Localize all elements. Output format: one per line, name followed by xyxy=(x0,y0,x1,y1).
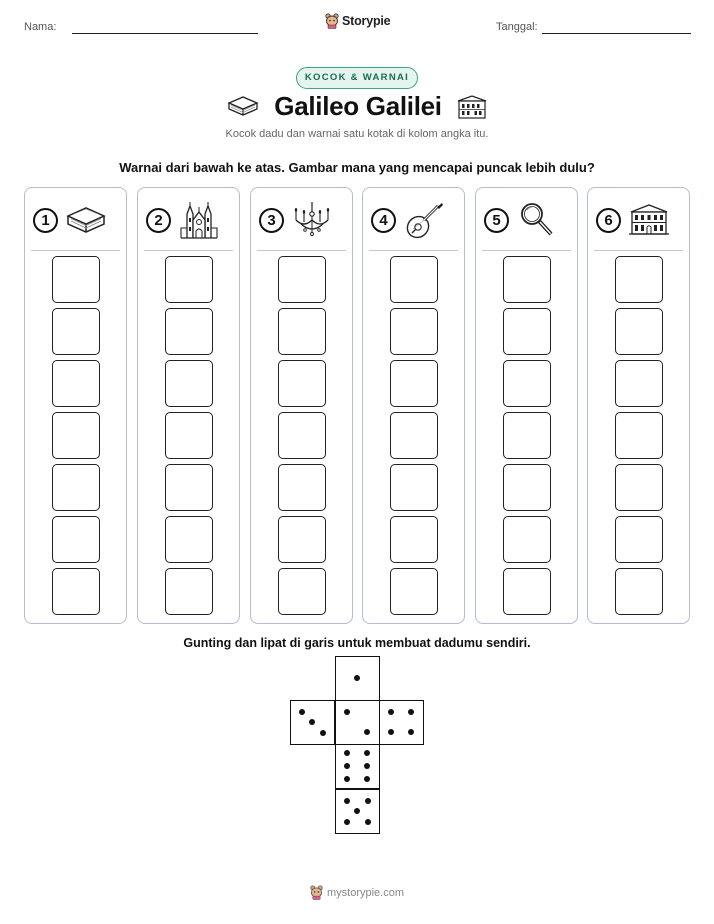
title-row xyxy=(0,91,714,122)
lute-icon xyxy=(402,200,446,240)
name-line[interactable] xyxy=(72,33,258,34)
color-cell[interactable] xyxy=(503,308,551,355)
color-cell[interactable] xyxy=(390,308,438,355)
book-icon xyxy=(64,200,108,240)
color-cell[interactable] xyxy=(615,360,663,407)
die-pip xyxy=(388,709,394,715)
die-pip xyxy=(354,808,360,814)
instruction-text: Warnai dari bawah ke atas. Gambar mana yang mencapai puncak lebih dulu? xyxy=(119,160,595,175)
color-cell[interactable] xyxy=(615,516,663,563)
column-divider xyxy=(594,250,683,251)
column-number: 4 xyxy=(371,208,396,233)
cell-stack xyxy=(588,256,689,615)
color-cell[interactable] xyxy=(278,568,326,615)
die-face-top xyxy=(335,656,380,701)
color-cell[interactable] xyxy=(390,516,438,563)
column-header xyxy=(146,198,231,242)
subtitle: Kocok dadu dan warnai satu kotak di kolom angka itu. xyxy=(225,128,489,140)
column-header xyxy=(484,198,569,242)
book-icon xyxy=(226,94,260,120)
color-cell[interactable] xyxy=(52,308,100,355)
magnifying-glass-icon xyxy=(515,200,559,240)
color-cell[interactable] xyxy=(615,256,663,303)
die-pip xyxy=(344,798,350,804)
die-pip xyxy=(299,709,305,715)
cell-stack xyxy=(138,256,239,615)
color-cell[interactable] xyxy=(278,360,326,407)
die-face-left xyxy=(290,700,335,745)
column-1 xyxy=(24,187,127,624)
color-cell[interactable] xyxy=(390,256,438,303)
column-header xyxy=(596,198,681,242)
color-cell[interactable] xyxy=(503,412,551,459)
die-pip xyxy=(364,729,370,735)
color-cell[interactable] xyxy=(390,464,438,511)
palazzo-icon xyxy=(456,94,488,120)
column-number: 3 xyxy=(259,208,284,233)
color-cell[interactable] xyxy=(165,568,213,615)
column-divider xyxy=(144,250,233,251)
footer xyxy=(0,885,714,900)
column-4 xyxy=(362,187,465,624)
die-pip xyxy=(408,729,414,735)
footer-url[interactable]: mystorypie.com xyxy=(326,886,405,899)
die-pip xyxy=(365,798,371,804)
die-pip xyxy=(364,763,370,769)
color-cell[interactable] xyxy=(503,568,551,615)
color-cell[interactable] xyxy=(503,360,551,407)
color-cell[interactable] xyxy=(52,256,100,303)
column-header xyxy=(259,198,344,242)
column-divider xyxy=(482,250,571,251)
color-cell[interactable] xyxy=(390,568,438,615)
die-pip xyxy=(344,709,350,715)
die-pip xyxy=(354,675,360,681)
column-2 xyxy=(137,187,240,624)
die-pip xyxy=(344,763,350,769)
brand-logo xyxy=(325,13,390,29)
color-cell[interactable] xyxy=(278,256,326,303)
palazzo-icon xyxy=(627,200,671,240)
color-cell[interactable] xyxy=(615,464,663,511)
cathedral-icon xyxy=(177,200,221,240)
column-6 xyxy=(587,187,690,624)
color-cell[interactable] xyxy=(165,256,213,303)
cell-stack xyxy=(476,256,577,615)
column-number: 6 xyxy=(596,208,621,233)
die-pip xyxy=(309,719,315,725)
cell-stack xyxy=(251,256,352,615)
color-cell[interactable] xyxy=(52,464,100,511)
date-label: Tanggal: xyxy=(496,21,538,33)
column-number: 5 xyxy=(484,208,509,233)
color-cell[interactable] xyxy=(278,464,326,511)
color-cell[interactable] xyxy=(615,308,663,355)
color-cell[interactable] xyxy=(52,568,100,615)
cell-stack xyxy=(363,256,464,615)
die-pip xyxy=(364,750,370,756)
die-pip xyxy=(344,750,350,756)
column-3 xyxy=(250,187,353,624)
column-5 xyxy=(475,187,578,624)
color-cell[interactable] xyxy=(503,256,551,303)
color-cell[interactable] xyxy=(165,464,213,511)
color-cell[interactable] xyxy=(52,516,100,563)
column-number: 1 xyxy=(33,208,58,233)
die-pip xyxy=(365,819,371,825)
color-cell[interactable] xyxy=(503,464,551,511)
die-face-center xyxy=(335,700,380,745)
color-cell[interactable] xyxy=(615,412,663,459)
die-face-lower xyxy=(335,744,380,789)
name-label: Nama: xyxy=(24,21,57,33)
date-line[interactable] xyxy=(542,33,691,34)
color-cell[interactable] xyxy=(278,516,326,563)
die-pip xyxy=(388,729,394,735)
activity-badge: KOCOK & WARNAI xyxy=(296,67,418,89)
color-cell[interactable] xyxy=(165,308,213,355)
storypie-mascot-icon xyxy=(325,13,339,29)
die-pip xyxy=(344,776,350,782)
column-header xyxy=(33,198,118,242)
color-cell[interactable] xyxy=(278,412,326,459)
color-cell[interactable] xyxy=(503,516,551,563)
color-cell[interactable] xyxy=(615,568,663,615)
color-cell[interactable] xyxy=(52,360,100,407)
color-cell[interactable] xyxy=(52,412,100,459)
die-pip xyxy=(320,730,326,736)
die-pip xyxy=(408,709,414,715)
die-face-bottom xyxy=(335,789,380,834)
die-face-right xyxy=(379,700,424,745)
color-cell[interactable] xyxy=(390,412,438,459)
color-cell[interactable] xyxy=(165,516,213,563)
cell-stack xyxy=(25,256,126,615)
chandelier-icon xyxy=(290,200,334,240)
column-header xyxy=(371,198,456,242)
column-divider xyxy=(31,250,120,251)
brand-name: Storypie xyxy=(342,14,391,28)
cut-instruction: Gunting dan lipat di garis untuk membuat dadumu sendiri. xyxy=(183,636,531,650)
page-title: Galileo Galilei xyxy=(274,91,442,121)
column-divider xyxy=(369,250,458,251)
column-number: 2 xyxy=(146,208,171,233)
column-divider xyxy=(257,250,346,251)
color-cell[interactable] xyxy=(390,360,438,407)
color-cell[interactable] xyxy=(165,412,213,459)
die-pip xyxy=(364,776,370,782)
die-pip xyxy=(344,819,350,825)
color-cell[interactable] xyxy=(165,360,213,407)
color-cell[interactable] xyxy=(278,308,326,355)
storypie-mascot-icon xyxy=(310,885,323,900)
